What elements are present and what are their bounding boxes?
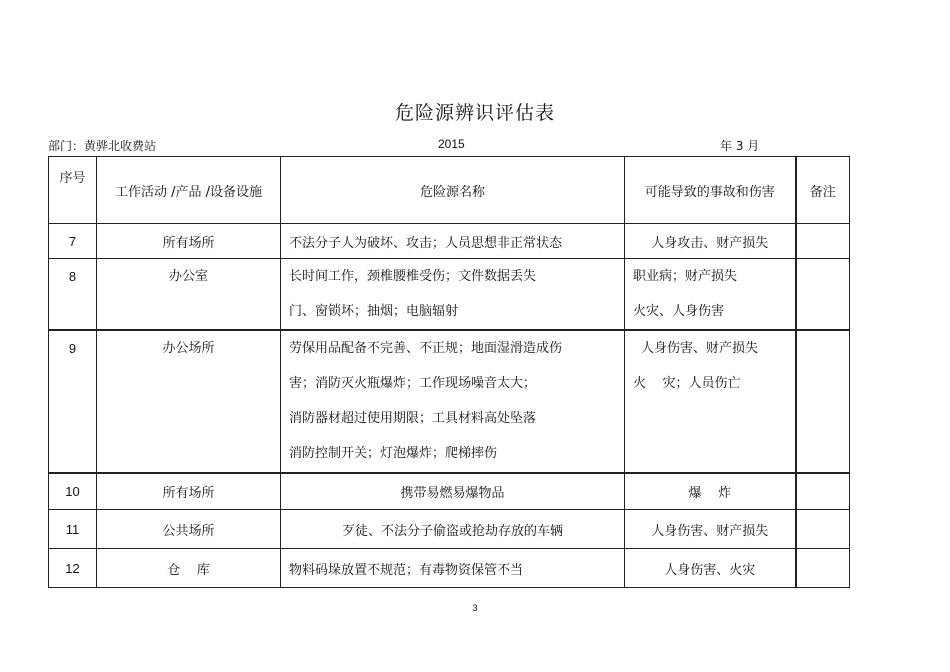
row-hazard: 歹徒、不法分子偷盗或抢劫存放的车辆 <box>281 510 625 549</box>
header-remark: 备注 <box>796 157 850 224</box>
table-row <box>49 259 850 331</box>
table-row <box>49 330 850 473</box>
row-hazard: 物料码垛放置不规范；有毒物资保管不当 <box>281 549 625 588</box>
row-remark <box>796 549 850 588</box>
row-seq: 9 <box>49 330 97 473</box>
header-hazard: 危险源名称 <box>281 157 625 224</box>
row-remark <box>796 473 850 510</box>
row-remark <box>796 510 850 549</box>
row-activity: 所有场所 <box>97 473 281 510</box>
department-label: 部门：黄骅北收费站 <box>48 139 157 153</box>
table-row <box>49 473 850 510</box>
row-consequence: 人身伤害、火灾 <box>625 549 796 588</box>
row-remark <box>796 259 850 331</box>
row-activity: 办公室 <box>97 259 281 331</box>
table-row <box>49 549 850 588</box>
row-activity: 办公场所 <box>97 330 281 473</box>
header-consequence: 可能导致的事故和伤害 <box>625 157 796 224</box>
page-title: 危险源辨识评估表 <box>394 102 555 124</box>
row-seq: 7 <box>49 224 97 259</box>
row-hazard: 不法分子人为破坏、攻击；人员思想非正常状态 <box>281 224 625 259</box>
row-consequence: 爆 炸 <box>625 473 796 510</box>
page-number: 3 <box>472 603 478 613</box>
row-hazard: 劳保用品配备不完善、不正规；地面湿滑造成伤 害；消防灭火瓶爆炸；工作现场噪音太大； 消防器材超过使用期限；工具材料高处坠落 消防控制开关；灯泡爆炸；爬梯摔伤 <box>281 330 625 473</box>
row-activity: 所有场所 <box>97 224 281 259</box>
row-remark <box>796 224 850 259</box>
row-activity: 仓 库 <box>97 549 281 588</box>
row-consequence: 职业病；财产损失 火灾、人身伤害 <box>625 259 796 331</box>
row-activity: 公共场所 <box>97 510 281 549</box>
row-hazard: 长时间工作，颈椎腰椎受伤；文件数据丢失 门、窗锁坏；抽烟；电脑辐射 <box>281 259 625 331</box>
month-label: 年 3 月 <box>720 139 760 153</box>
row-seq: 8 <box>49 259 97 331</box>
table-row <box>49 510 850 549</box>
row-seq: 11 <box>49 510 97 549</box>
row-consequence: 人身攻击、财产损失 <box>625 224 796 259</box>
header-activity: 工作活动 /产品 /设备设施 <box>97 157 281 224</box>
row-consequence: 人身伤害、财产损失 火 灾；人员伤亡 <box>625 330 796 473</box>
row-hazard: 携带易燃易爆物品 <box>281 473 625 510</box>
row-consequence: 人身伤害、财产损失 <box>625 510 796 549</box>
table-row <box>49 224 850 259</box>
header-seq: 序号 <box>49 157 97 224</box>
table-header-row <box>49 157 850 224</box>
row-seq: 10 <box>49 473 97 510</box>
row-seq: 12 <box>49 549 97 588</box>
year-label: 2015 <box>438 137 465 151</box>
hazard-table <box>48 156 850 588</box>
row-remark <box>796 330 850 473</box>
